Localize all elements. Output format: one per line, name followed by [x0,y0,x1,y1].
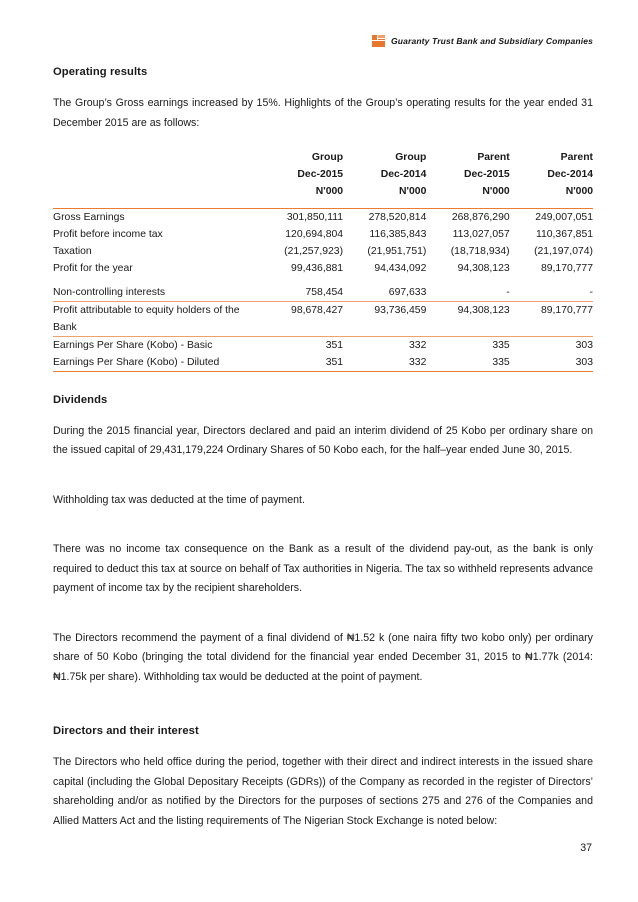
row-value-parent-2015: 268,876,290 [426,208,509,226]
row-value-group-2015: 351 [260,336,343,354]
row-value-group-2014: 697,633 [388,286,427,298]
paragraph-directors-interest: The Directors who held office during the period, together with their direct and indirect interests in the issued share capital (including the Global Depositary Receipts (GDRs)) of the Company as recorded in the register of Directors’ shareholding and/or as notified by the Directors for the purposes of sections 275 and 276 of the Companies and Allied Matters Act and the listing requirements of The Nigerian Stock Exchange is noted below: [53,756,593,827]
spacer-dividends-3 [53,615,593,629]
header-cell-entity-group-2014: Group [395,152,427,163]
document-running-header [53,30,593,52]
paragraph-dividends-tax-consequence: There was no income tax consequence on the Bank as a result of the dividend pay-out, as the bank is only required to deduct this tax at source on behalf of Tax authorities in Nigeria. The tax so withheld represents advance payment of income tax by the recipient shareholders. [53,543,593,594]
brand-name-text: Guaranty Trust Bank and Subsidiary Companies [391,36,593,46]
table-row-non-controlling-interests [53,284,593,302]
table-row-eps-diluted [53,354,593,372]
row-value-parent-2014: 303 [510,336,593,354]
row-label: Profit for the year [53,262,133,274]
row-value-group-2014: 332 [343,336,426,354]
table-row-profit-for-the-year [53,260,593,277]
row-value-parent-2015: 335 [426,354,509,372]
row-value-parent-2014: 89,170,777 [540,262,593,274]
row-value-group-2015: 99,436,881 [291,262,344,274]
page-number: 37 [580,842,592,854]
row-value-parent-2014: 249,007,051 [510,208,593,226]
row-label: Taxation [53,245,92,257]
table-row-profit-attributable [53,301,593,336]
header-cell-period-group-2015: Dec-2015 [297,169,344,180]
table-header-gap [53,200,593,208]
spacer-dividends-2 [53,526,593,540]
row-label: Non-controlling interests [53,286,166,298]
heading-dividends: Dividends [53,393,108,406]
row-value-parent-2015: - [506,286,510,298]
row-value-parent-2015: 113,027,057 [452,228,510,240]
header-cell-entity-group-2015: Group [311,152,344,163]
row-value-parent-2014: 110,367,851 [535,228,593,240]
row-value-parent-2014: 303 [510,354,593,372]
row-value-parent-2015: 94,308,123 [426,301,509,336]
row-label: Profit attributable to equity holders of the Bank [53,301,260,336]
header-cell-blank-unit [53,183,260,200]
table-row-gross-earnings [53,208,593,226]
header-cell-period-parent-2015: Dec-2015 [464,169,510,180]
row-value-group-2015: 758,454 [305,286,344,298]
table-body [53,208,593,371]
row-value-parent-2015: 335 [426,336,509,354]
paragraph-operating-results-intro: The Group’s Gross earnings increased by 15%. Highlights of the Group’s operating results for the year ended 31 December 2015 are as follows: [53,97,593,129]
row-value-parent-2015: (18,718,934) [450,245,510,257]
header-cell-unit-group-2014: N'000 [399,186,427,197]
table-row-taxation [53,243,593,260]
row-label: Earnings Per Share (Kobo) - Diluted [53,354,260,372]
table-row-profit-before-income-tax [53,226,593,243]
header-cell-unit-parent-2014: N'000 [565,186,593,197]
row-value-parent-2014: (21,197,074) [534,245,593,257]
row-label: Earnings Per Share (Kobo) - Basic [53,336,260,354]
row-value-group-2015: 301,850,111 [260,208,343,226]
paragraph-dividends-interim: During the 2015 financial year, Directors declared and paid an interim dividend of 25 Kobo per ordinary share on the issued capital of 29,431,179,224 Ordinary Shares of 50 Kobo each, for the half–year ended June 30, 2015. [53,424,593,456]
row-value-parent-2014: - [589,286,593,298]
table-spacer [53,277,593,284]
header-cell-entity-parent-2015: Parent [477,152,510,163]
table-header-row-period [53,166,593,183]
table-header-row-unit [53,183,593,200]
gtbank-logo-icon [372,35,385,47]
row-value-parent-2014: 89,170,777 [510,301,593,336]
row-value-group-2015: (21,257,923) [284,245,344,257]
table-header [53,149,593,208]
header-cell-period-parent-2014: Dec-2014 [547,169,593,180]
row-value-group-2015: 351 [260,354,343,372]
row-value-group-2014: 332 [343,354,426,372]
table-row-eps-basic [53,336,593,354]
operating-results-table [53,149,593,372]
header-cell-blank [53,149,260,166]
row-value-group-2014: 93,736,459 [343,301,426,336]
spacer-after-table [53,372,593,394]
row-value-group-2014: 94,434,092 [374,262,427,274]
row-label: Gross Earnings [53,208,260,226]
spacer-before-directors [53,703,593,725]
row-label: Profit before income tax [53,228,163,240]
header-cell-blank-period [53,166,260,183]
heading-operating-results: Operating results [53,66,148,78]
row-value-parent-2015: 94,308,123 [457,262,510,274]
row-value-group-2014: (21,951,751) [367,245,427,257]
heading-directors-and-their-interest: Directors and their interest [53,725,199,737]
row-value-group-2015: 98,678,427 [260,301,343,336]
header-cell-unit-parent-2015: N'000 [482,186,510,197]
header-cell-unit-group-2015: N'000 [315,186,344,197]
paragraph-dividends-final: The Directors recommend the payment of a final dividend of ₦1.52 k (one naira fifty two kobo only) per ordinary share of 50 Kobo (bringing the total dividend for the financial year ended December 31, 2015 to ₦1.77k (2014: ₦1.75k per share). Withholding tax would be deducted at the point of payment. [53,631,593,683]
paragraph-dividends-withholding: Withholding tax was deducted at the time of payment. [53,493,305,506]
table-header-row-entity [53,149,593,166]
header-cell-entity-parent-2014: Parent [560,152,593,163]
row-value-group-2015: 120,694,804 [285,228,344,240]
row-value-group-2014: 278,520,814 [343,208,426,226]
spacer-dividends-1 [53,477,593,491]
row-value-group-2014: 116,385,843 [369,228,427,240]
header-cell-period-group-2014: Dec-2014 [380,169,427,180]
